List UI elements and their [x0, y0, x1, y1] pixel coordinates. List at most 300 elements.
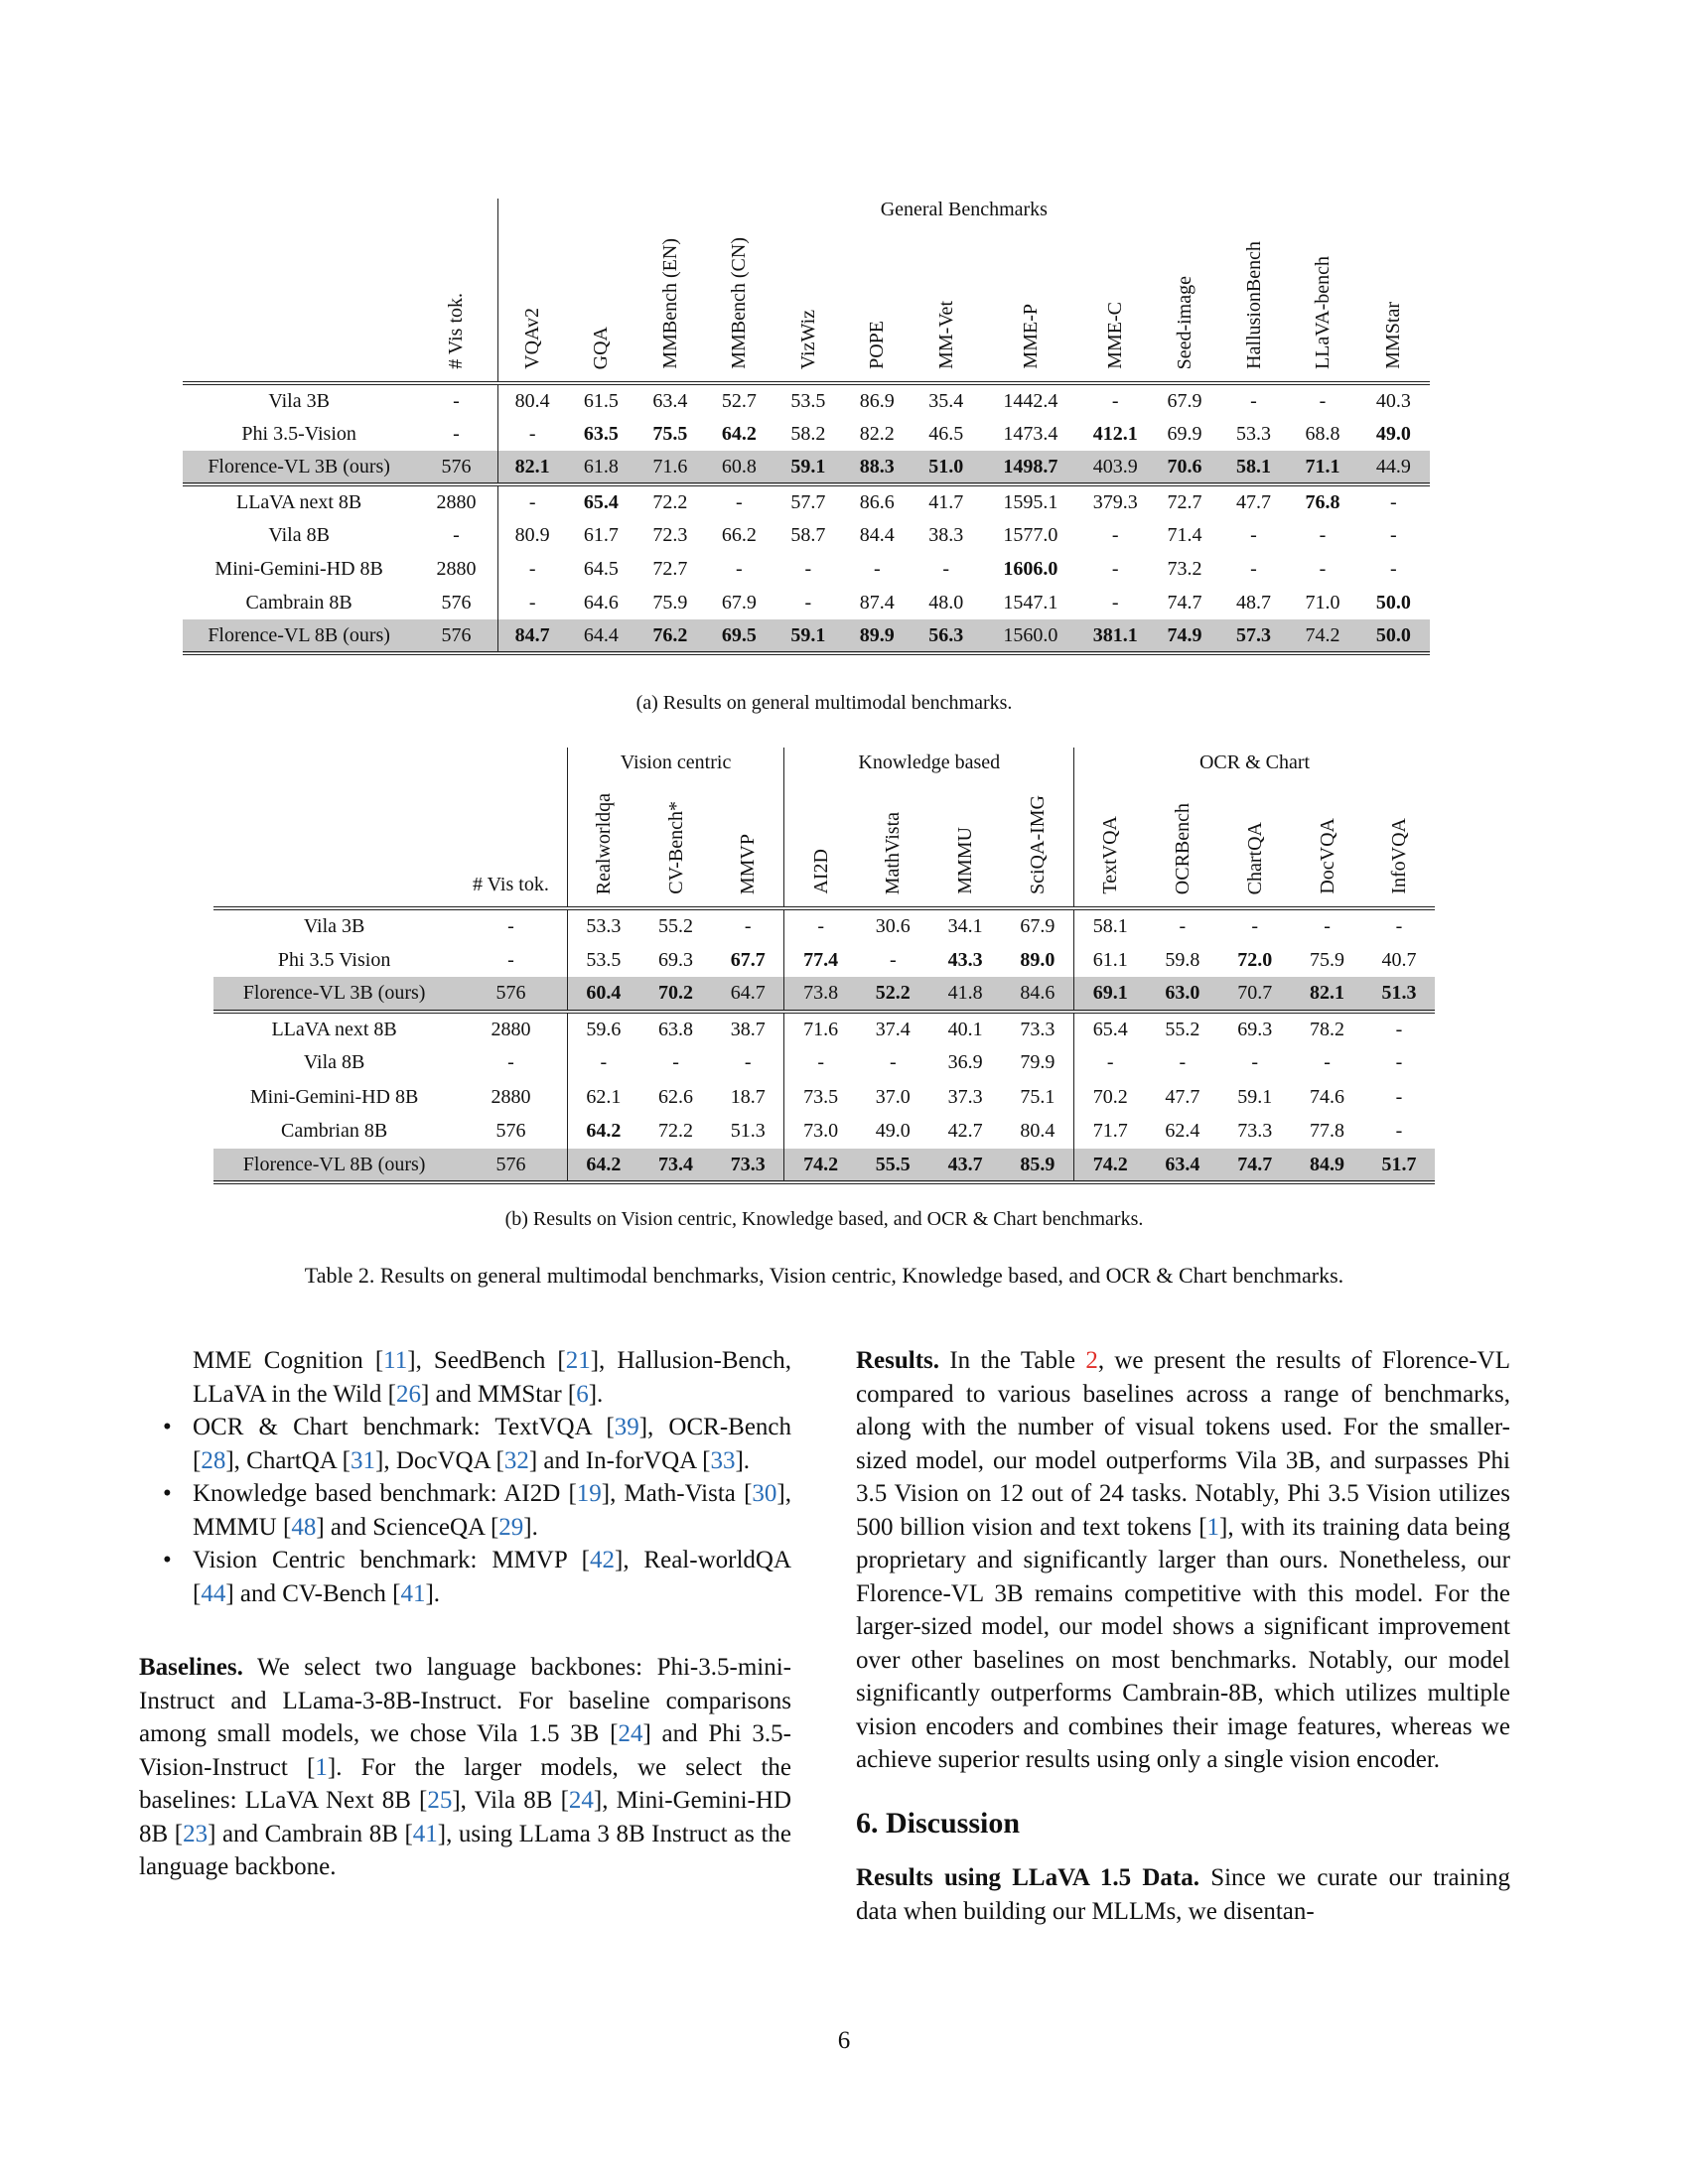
citation-link[interactable]: 1 — [1206, 1513, 1220, 1541]
score-cell: 51.3 — [730, 1120, 766, 1143]
score-cell: - — [889, 1051, 897, 1074]
score-cell: - — [1288, 383, 1356, 417]
citation-link[interactable]: 25 — [427, 1787, 453, 1814]
citation-link[interactable]: 6 — [576, 1380, 589, 1408]
score-cell: 74.2 — [1288, 619, 1356, 653]
table-row — [183, 417, 1430, 451]
column-header-label: DocVQA — [1316, 818, 1338, 894]
score-cell: - — [1218, 908, 1291, 943]
score-cell: - — [1390, 524, 1397, 546]
score-cell: - — [1324, 1051, 1331, 1074]
model-name-cell: Vila 3B — [183, 383, 415, 417]
score-cell: 72.3 — [652, 524, 688, 546]
score-cell: 53.3 — [1236, 423, 1271, 445]
score-cell: 87.4 — [859, 592, 895, 614]
table-vision-knowledge-ocr — [213, 748, 1435, 1184]
score-cell: 86.6 — [843, 484, 912, 518]
knowledge-based-header: Knowledge based — [784, 748, 1074, 783]
model-name-cell: Cambrain 8B — [245, 592, 352, 614]
column-header-label: MME-P — [1019, 304, 1042, 369]
column-header — [1150, 226, 1218, 383]
score-cell: 41.7 — [912, 484, 980, 518]
table-row — [183, 586, 1430, 619]
vis-tok-cell: - — [453, 423, 460, 445]
column-header — [912, 226, 980, 383]
score-cell: 75.9 — [1310, 948, 1345, 971]
score-cell: 61.5 — [567, 383, 635, 417]
score-cell: 84.7 — [497, 619, 567, 653]
column-header — [980, 226, 1080, 383]
score-cell: - — [1357, 484, 1430, 518]
score-cell: 403.9 — [1080, 451, 1150, 484]
score-cell: 71.0 — [1305, 592, 1340, 614]
score-cell: - — [1319, 558, 1327, 580]
vis-tok-cell: 576 — [441, 592, 472, 614]
score-cell: - — [784, 1045, 857, 1080]
column-header — [1074, 783, 1147, 908]
table-row — [213, 1080, 1435, 1115]
column-header — [1291, 783, 1363, 908]
column-header-label: VizWiz — [796, 309, 819, 369]
score-cell: - — [1111, 524, 1119, 546]
score-cell: 49.0 — [1375, 423, 1411, 445]
score-cell: 88.3 — [843, 451, 912, 484]
score-cell: 67.9 — [721, 592, 757, 614]
score-cell: 51.7 — [1363, 1149, 1435, 1183]
score-cell: 73.3 — [1237, 1120, 1273, 1143]
model-name-cell: Florence-VL 8B (ours) — [213, 1149, 455, 1183]
score-cell: 64.2 — [721, 423, 757, 445]
score-cell: 61.7 — [583, 524, 619, 546]
bullet-vision-centric: • Vision Centric benchmark: MMVP [42], Real-worldQA [44] and CV-Bench [41]. — [139, 1544, 791, 1610]
llava-paragraph: Results using LLaVA 1.5 Data. Since we curate our training data when building our MLLMs, we disentan- — [856, 1864, 1510, 1925]
score-cell: 59.1 — [1237, 1085, 1273, 1108]
citation-link[interactable]: 28 — [201, 1446, 226, 1474]
score-cell: 52.2 — [857, 977, 929, 1012]
column-header-label: InfoVQA — [1387, 818, 1410, 894]
score-cell: 50.0 — [1375, 592, 1411, 614]
left-column — [139, 1344, 791, 1884]
score-cell: 65.4 — [567, 484, 635, 518]
general-benchmarks-header: General Benchmarks — [497, 199, 1430, 226]
baselines-heading: Baselines. — [139, 1654, 243, 1681]
score-cell: - — [1179, 1051, 1187, 1074]
baselines-paragraph: Baselines. We select two language backbones: Phi-3.5-mini-Instruct and LLama-3-8B-Instruct. For baseline comparisons among small models, we chose Vila 1.5 3B [24] and Phi 3.5-Vision-Instruct [1]. For the larger models, we select the baselines: LLaVA Next 8B [25], Vila 8B [24], Mini-Gemini-HD 8B [23] and Cambrain 8B [41], using LLama 3 8B Instruct as the language backbone. — [139, 1654, 792, 1880]
column-header-label: MMBench (CN) — [728, 237, 751, 369]
score-cell: 73.0 — [784, 1114, 857, 1149]
score-cell: 64.5 — [583, 558, 619, 580]
score-cell: 49.0 — [875, 1120, 911, 1143]
score-cell: 55.2 — [1146, 1012, 1218, 1046]
citation-link[interactable]: 39 — [614, 1414, 639, 1440]
column-header-label: ChartQA — [1243, 821, 1266, 894]
score-cell: 63.8 — [639, 1012, 712, 1046]
score-cell: 61.1 — [1074, 943, 1147, 978]
score-cell: 43.7 — [929, 1149, 1002, 1183]
score-cell: - — [784, 908, 857, 943]
score-cell: 74.2 — [784, 1149, 857, 1183]
vis-tok-cell: 576 — [415, 619, 497, 653]
column-header-label: AI2D — [809, 849, 832, 894]
list-continuation: MME Cognition [11], SeedBench [21], Hallusion-Bench, LLaVA in the Wild [26] and MMStar [6]. — [193, 1347, 791, 1408]
score-cell: 64.4 — [567, 619, 635, 653]
citation-link[interactable]: 32 — [503, 1446, 529, 1474]
score-cell: 73.3 — [1002, 1012, 1074, 1046]
score-cell: - — [1291, 908, 1363, 943]
table-row — [213, 1012, 1435, 1046]
score-cell: 1473.4 — [1003, 423, 1058, 445]
score-cell: 381.1 — [1080, 619, 1150, 653]
score-cell: 73.3 — [712, 1149, 784, 1183]
score-cell: 76.8 — [1288, 484, 1356, 518]
score-cell: 69.5 — [705, 619, 774, 653]
score-cell: 71.7 — [1074, 1114, 1147, 1149]
citation-link[interactable]: 19 — [576, 1480, 602, 1507]
score-cell: 64.2 — [567, 1149, 639, 1183]
score-cell: 74.9 — [1150, 619, 1218, 653]
column-header — [1002, 783, 1074, 908]
column-header-label: Realworldqa — [592, 792, 615, 894]
score-cell: - — [497, 484, 567, 518]
table-general-benchmarks — [183, 199, 1430, 655]
column-header-label: MME-C — [1104, 302, 1127, 369]
score-cell: 56.3 — [912, 619, 980, 653]
citation-link[interactable]: 23 — [183, 1820, 209, 1847]
vis-tok-cell: - — [453, 524, 460, 546]
model-name-cell: Florence-VL 3B (ours) — [183, 451, 415, 484]
score-cell: 1560.0 — [980, 619, 1080, 653]
score-cell: 18.7 — [730, 1085, 766, 1108]
score-cell: 89.0 — [1020, 948, 1055, 971]
citation-link[interactable]: 29 — [498, 1513, 524, 1541]
score-cell: 84.4 — [859, 524, 895, 546]
vis-tok-header: # Vis tok. — [445, 293, 468, 369]
score-cell: 84.6 — [1002, 977, 1074, 1012]
citation-link[interactable]: 24 — [568, 1787, 594, 1814]
score-cell: 71.6 — [635, 451, 704, 484]
model-name-cell: Florence-VL 8B (ours) — [183, 619, 415, 653]
model-name-cell: Cambrian 8B — [281, 1120, 388, 1143]
score-cell: - — [1250, 558, 1257, 580]
score-cell: 71.1 — [1288, 451, 1356, 484]
score-cell: - — [1219, 383, 1288, 417]
bullet-dot: • — [163, 1547, 172, 1573]
column-header-label: MMMU — [954, 827, 977, 894]
score-cell: 76.2 — [635, 619, 704, 653]
score-cell: 62.1 — [567, 1080, 639, 1115]
score-cell: 55.5 — [857, 1149, 929, 1183]
score-cell: 53.3 — [567, 908, 639, 943]
model-name-cell: Phi 3.5-Vision — [241, 423, 356, 445]
score-cell: 78.2 — [1291, 1012, 1363, 1046]
score-cell: 70.6 — [1150, 451, 1218, 484]
score-cell: 62.4 — [1165, 1120, 1200, 1143]
score-cell: - — [942, 558, 950, 580]
score-cell: - — [804, 558, 812, 580]
score-cell: 89.9 — [843, 619, 912, 653]
score-cell: 79.9 — [1020, 1051, 1055, 1074]
score-cell: 34.1 — [929, 908, 1002, 943]
score-cell: 72.2 — [658, 1120, 694, 1143]
right-column — [856, 1344, 1510, 1928]
score-cell: 70.2 — [639, 977, 712, 1012]
vis-tok-cell: 576 — [495, 1120, 526, 1143]
score-cell: 64.7 — [712, 977, 784, 1012]
score-cell: - — [804, 592, 812, 614]
column-header — [1288, 226, 1356, 383]
score-cell: 59.6 — [567, 1012, 639, 1046]
vis-tok-cell: 2880 — [455, 1012, 567, 1046]
score-cell: 85.9 — [1002, 1149, 1074, 1183]
model-name-cell: Vila 8B — [268, 524, 330, 546]
results-heading: Results. — [856, 1347, 940, 1374]
vis-tok-cell: 2880 — [491, 1085, 531, 1108]
score-cell: 82.2 — [859, 423, 895, 445]
table-link[interactable]: 2 — [1085, 1347, 1098, 1374]
score-cell: - — [1390, 558, 1397, 580]
table-row — [183, 484, 1430, 518]
score-cell: 40.7 — [1381, 948, 1417, 971]
column-header-label: HallusionBench — [1242, 241, 1265, 369]
score-cell: - — [1111, 558, 1119, 580]
table-row — [183, 451, 1430, 484]
score-cell: 38.3 — [928, 524, 964, 546]
score-cell: 63.5 — [583, 423, 619, 445]
column-header-label: MM-Vet — [934, 301, 957, 369]
score-cell: - — [497, 586, 567, 619]
score-cell: 72.0 — [1237, 948, 1273, 971]
score-cell: 48.0 — [928, 592, 964, 614]
score-cell: 60.4 — [567, 977, 639, 1012]
score-cell: 68.8 — [1305, 423, 1340, 445]
score-cell: 63.0 — [1146, 977, 1218, 1012]
column-header-label: MathVista — [882, 811, 905, 894]
score-cell: 59.1 — [774, 619, 842, 653]
score-cell: 77.8 — [1310, 1120, 1345, 1143]
score-cell: - — [672, 1051, 679, 1074]
score-cell: 58.2 — [790, 423, 826, 445]
score-cell: 63.4 — [1146, 1149, 1218, 1183]
score-cell: 37.4 — [857, 1012, 929, 1046]
score-cell: 58.7 — [790, 524, 826, 546]
section-heading: 6. Discussion — [856, 1806, 1021, 1840]
table-row — [213, 1149, 1435, 1183]
score-cell: 62.6 — [658, 1085, 694, 1108]
score-cell: 80.9 — [497, 518, 567, 552]
table-row — [183, 619, 1430, 653]
column-header-label: CV-Bench* — [664, 801, 687, 894]
column-header-label: SciQA-IMG — [1026, 795, 1049, 894]
column-header — [567, 226, 635, 383]
score-cell: 74.7 — [1167, 592, 1202, 614]
column-header-label: TextVQA — [1099, 816, 1122, 894]
column-header — [567, 783, 639, 908]
score-cell: 66.2 — [721, 524, 757, 546]
model-name-cell: Mini-Gemini-HD 8B — [249, 1085, 419, 1108]
score-cell: 77.4 — [784, 943, 857, 978]
score-cell: 1547.1 — [1003, 592, 1058, 614]
results-paragraph: Results. In the Table 2, we present the results of Florence-VL compared to various baselines across a range of benchmarks, along with the number of visual tokens used. For the smaller-sized model, our model outperforms Vila 3B, and surpasses Phi 3.5 Vision on 12 out of 24 tasks. Notably, Phi 3.5 Vision utilizes 500 billion vision and text tokens [1], with its training data being proprietary and significantly larger than ours. Nonetheless, our Florence-VL 3B remains competitive with this model. For the larger-sized model, our model shows a significant improvement over other baselines on most benchmarks. Notably, our model significantly outperforms Cambrain-8B, which utilizes multiple vision encoders and combines their image features, whereas we achieve superior results using only a single vision encoder. — [856, 1347, 1510, 1773]
citation-link[interactable]: 11 — [383, 1347, 408, 1374]
score-cell: 75.5 — [652, 423, 688, 445]
score-cell: 38.7 — [712, 1012, 784, 1046]
score-cell: - — [1363, 1012, 1435, 1046]
column-header-label: GQA — [590, 326, 613, 369]
score-cell: 73.4 — [639, 1149, 712, 1183]
column-header — [1219, 226, 1288, 383]
vis-tok-cell: 576 — [455, 977, 567, 1012]
score-cell: 50.0 — [1357, 619, 1430, 653]
score-cell: 71.6 — [784, 1012, 857, 1046]
score-cell: 55.2 — [639, 908, 712, 943]
score-cell: 71.4 — [1167, 524, 1202, 546]
citation-link[interactable]: 41 — [412, 1820, 438, 1847]
column-header — [705, 226, 774, 383]
score-cell: - — [1363, 908, 1435, 943]
score-cell: 82.1 — [497, 451, 567, 484]
score-cell: 69.3 — [658, 948, 694, 971]
score-cell: 72.7 — [652, 558, 688, 580]
score-cell: 70.7 — [1218, 977, 1291, 1012]
model-name-cell: Phi 3.5 Vision — [277, 948, 391, 971]
table-a-caption: (a) Results on general multimodal benchmarks. — [635, 692, 1013, 714]
column-header — [635, 226, 704, 383]
llava-heading: Results using LLaVA 1.5 Data. — [856, 1864, 1199, 1891]
score-cell: 64.2 — [567, 1114, 639, 1149]
citation-link[interactable]: 31 — [351, 1446, 375, 1474]
score-cell: 1606.0 — [1003, 558, 1058, 580]
score-cell: 65.4 — [1074, 1012, 1147, 1046]
score-cell: - — [567, 1045, 639, 1080]
vis-tok-cell: 576 — [455, 1149, 567, 1183]
score-cell: 80.4 — [497, 383, 567, 417]
score-cell: 72.7 — [1150, 484, 1218, 518]
score-cell: 412.1 — [1092, 423, 1138, 445]
score-cell: - — [736, 558, 743, 580]
column-header-label: VQAv2 — [521, 308, 544, 369]
vis-tok-cell: 2880 — [415, 484, 497, 518]
model-name-cell: Vila 3B — [213, 908, 455, 943]
score-cell: 74.2 — [1074, 1149, 1147, 1183]
table-2-caption: Table 2. Results on general multimodal benchmarks, Vision centric, Knowledge based, and OCR & Chart benchmarks. — [304, 1263, 1344, 1288]
column-header-label: LLaVA-bench — [1311, 255, 1334, 369]
score-cell: 57.3 — [1219, 619, 1288, 653]
table-row — [183, 518, 1430, 552]
score-cell: 44.9 — [1357, 451, 1430, 484]
model-name-cell: LLaVA next 8B — [213, 1012, 455, 1046]
score-cell: 59.8 — [1165, 948, 1200, 971]
score-cell: 73.2 — [1167, 558, 1202, 580]
column-header — [1146, 783, 1218, 908]
vis-tok-cell: - — [507, 1051, 514, 1074]
score-cell: - — [712, 908, 784, 943]
score-cell: 72.2 — [635, 484, 704, 518]
score-cell: 58.1 — [1074, 908, 1147, 943]
column-header — [497, 226, 567, 383]
vis-tok-cell: - — [507, 948, 514, 971]
citation-link[interactable]: 33 — [710, 1446, 736, 1474]
score-cell: - — [1395, 1085, 1403, 1108]
score-cell: 46.5 — [928, 423, 964, 445]
score-cell: 64.6 — [583, 592, 619, 614]
score-cell: 37.3 — [947, 1085, 983, 1108]
score-cell: 61.8 — [567, 451, 635, 484]
table-row — [183, 552, 1430, 586]
score-cell: - — [705, 484, 774, 518]
column-header — [712, 783, 784, 908]
score-cell: 75.1 — [1020, 1085, 1055, 1108]
column-header — [639, 783, 712, 908]
model-name-cell: Florence-VL 3B (ours) — [213, 977, 455, 1012]
column-header-label: OCRBench — [1171, 802, 1194, 894]
score-cell: 379.3 — [1080, 484, 1150, 518]
citation-link[interactable]: 26 — [396, 1380, 421, 1408]
citation-link[interactable]: 41 — [400, 1579, 426, 1607]
column-header — [1080, 226, 1150, 383]
score-cell: 40.3 — [1357, 383, 1430, 417]
bullet-ocr-chart: • OCR & Chart benchmark: TextVQA [39], OCR-Bench [28], ChartQA [31], DocVQA [32] and In-forVQA [33]. — [139, 1411, 791, 1477]
vision-centric-header: Vision centric — [567, 748, 784, 783]
ocr-chart-header: OCR & Chart — [1074, 748, 1435, 783]
score-cell: 43.3 — [947, 948, 983, 971]
citation-link[interactable]: 24 — [618, 1720, 643, 1747]
score-cell: 73.5 — [784, 1080, 857, 1115]
column-header — [857, 783, 929, 908]
column-header-label: MMVP — [737, 833, 760, 894]
score-cell: - — [1111, 592, 1119, 614]
page-number: 6 — [837, 2027, 851, 2054]
score-cell: - — [1250, 524, 1257, 546]
vis-tok-cell: - — [455, 908, 567, 943]
score-cell: - — [1251, 1051, 1259, 1074]
citation-link[interactable]: 48 — [291, 1513, 317, 1541]
column-header — [929, 783, 1002, 908]
score-cell: 53.5 — [567, 943, 639, 978]
score-cell: 74.7 — [1218, 1149, 1291, 1183]
citation-link[interactable]: 30 — [752, 1480, 777, 1507]
column-header-label: Seed-image — [1174, 275, 1196, 369]
score-cell: 69.3 — [1218, 1012, 1291, 1046]
citation-link[interactable]: 42 — [590, 1547, 615, 1573]
score-cell: 47.7 — [1165, 1085, 1200, 1108]
citation-link[interactable]: 21 — [565, 1347, 591, 1374]
table-row — [213, 908, 1435, 943]
citation-link[interactable]: 44 — [201, 1579, 226, 1607]
bullet-dot: • — [163, 1414, 172, 1440]
score-cell: 63.4 — [635, 383, 704, 417]
column-header — [1363, 783, 1435, 908]
column-header-label: MMBench (EN) — [658, 238, 681, 369]
table-row — [213, 943, 1435, 978]
score-cell: - — [1395, 1120, 1403, 1143]
score-cell: 52.7 — [705, 383, 774, 417]
score-cell: 73.8 — [784, 977, 857, 1012]
score-cell: 57.7 — [774, 484, 842, 518]
citation-link[interactable]: 1 — [315, 1753, 328, 1781]
score-cell: 1595.1 — [980, 484, 1080, 518]
score-cell: - — [1080, 383, 1150, 417]
vis-tok-cell: 576 — [415, 451, 497, 484]
score-cell: 53.5 — [774, 383, 842, 417]
model-name-cell: LLaVA next 8B — [183, 484, 415, 518]
table-b-caption: (b) Results on Vision centric, Knowledge based, and OCR & Chart benchmarks. — [504, 1208, 1144, 1230]
column-header — [1357, 226, 1430, 383]
table-row — [213, 1045, 1435, 1080]
score-cell: 67.9 — [1002, 908, 1074, 943]
vis-tok-cell: 2880 — [436, 558, 477, 580]
score-cell: 86.9 — [843, 383, 912, 417]
score-cell: 69.9 — [1167, 423, 1202, 445]
